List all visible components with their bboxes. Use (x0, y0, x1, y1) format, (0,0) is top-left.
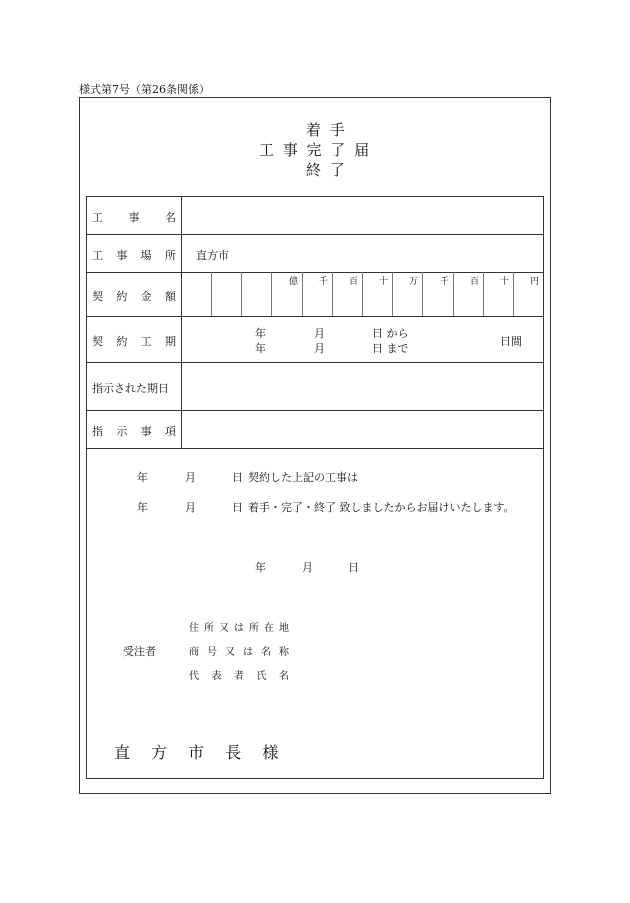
statement-1-text: 契約した上記の工事は (248, 471, 358, 484)
digit-man: 万 (409, 277, 419, 287)
project-name-label: 工 事 名 (92, 211, 176, 224)
submit-month: 月 (302, 561, 313, 574)
row-divider (86, 234, 544, 235)
amount-cell-divider (332, 272, 333, 316)
digit-sen-2: 千 (440, 277, 450, 287)
statement-1-year: 年 (137, 471, 148, 484)
statement-1-month: 月 (185, 471, 196, 484)
project-location-value[interactable]: 直方市 (196, 249, 229, 262)
amount-cell-divider (302, 272, 303, 316)
period-days: 日間 (500, 335, 522, 348)
title-middle: 工 事 完 了 届 (259, 141, 372, 159)
amount-cell-divider (211, 272, 212, 316)
addressee: 直 方 市 長 様 (114, 743, 287, 762)
period-from-month: 月 (314, 327, 325, 340)
statement-2-text: 着手・完了・終了 致しましたからお届けいたします。 (248, 501, 515, 514)
contract-amount-label: 契 約 金 額 (92, 290, 176, 303)
instructions-label: 指 示 事 項 (92, 425, 176, 438)
amount-cell-divider (241, 272, 242, 316)
amount-cell-divider (483, 272, 484, 316)
instructions-field[interactable] (182, 411, 543, 448)
title-bottom: 終 了 (306, 161, 347, 179)
statement-2-day: 日 (232, 501, 243, 514)
contractor-business-label: 商 号 又 は 名 称 (189, 647, 289, 658)
amount-cell-divider (392, 272, 393, 316)
project-location-label: 工 事 場 所 (92, 249, 176, 262)
row-divider (86, 448, 544, 449)
digit-hyaku-2: 百 (470, 277, 480, 287)
period-to-day: 日 まで (372, 342, 409, 355)
digit-juu: 十 (379, 277, 389, 287)
digit-hyaku: 百 (349, 277, 359, 287)
statement-2-month: 月 (185, 501, 196, 514)
statement-1-day: 日 (232, 471, 243, 484)
digit-oku: 億 (289, 277, 299, 287)
digit-sen: 千 (319, 277, 329, 287)
row-divider (86, 272, 544, 273)
row-divider (86, 316, 544, 317)
submit-year: 年 (255, 561, 266, 574)
period-to-year: 年 (255, 342, 266, 355)
amount-cell-divider (271, 272, 272, 316)
amount-cell-divider (513, 272, 514, 316)
digit-en: 円 (530, 277, 540, 287)
instructed-date-field[interactable] (182, 363, 543, 410)
project-name-field[interactable] (182, 197, 543, 234)
period-from-day: 日 から (372, 327, 409, 340)
contract-period-label: 契 約 工 期 (92, 335, 176, 348)
digit-juu-2: 十 (500, 277, 510, 287)
amount-cell-divider (362, 272, 363, 316)
submit-day: 日 (348, 561, 359, 574)
form-number-label: 様式第7号（第26条関係） (79, 83, 210, 96)
title-top: 着 手 (306, 121, 347, 139)
statement-2-year: 年 (137, 501, 148, 514)
amount-cell-divider (422, 272, 423, 316)
amount-cell-divider (453, 272, 454, 316)
contractor-label: 受注者 (123, 645, 156, 658)
period-from-year: 年 (255, 327, 266, 340)
contractor-representative-label: 代 表 者 氏 名 (189, 671, 289, 682)
instructed-date-label: 指示された期日 (92, 382, 169, 395)
contractor-address-label: 住 所 又 は 所 在 地 (189, 623, 289, 634)
period-to-month: 月 (314, 342, 325, 355)
